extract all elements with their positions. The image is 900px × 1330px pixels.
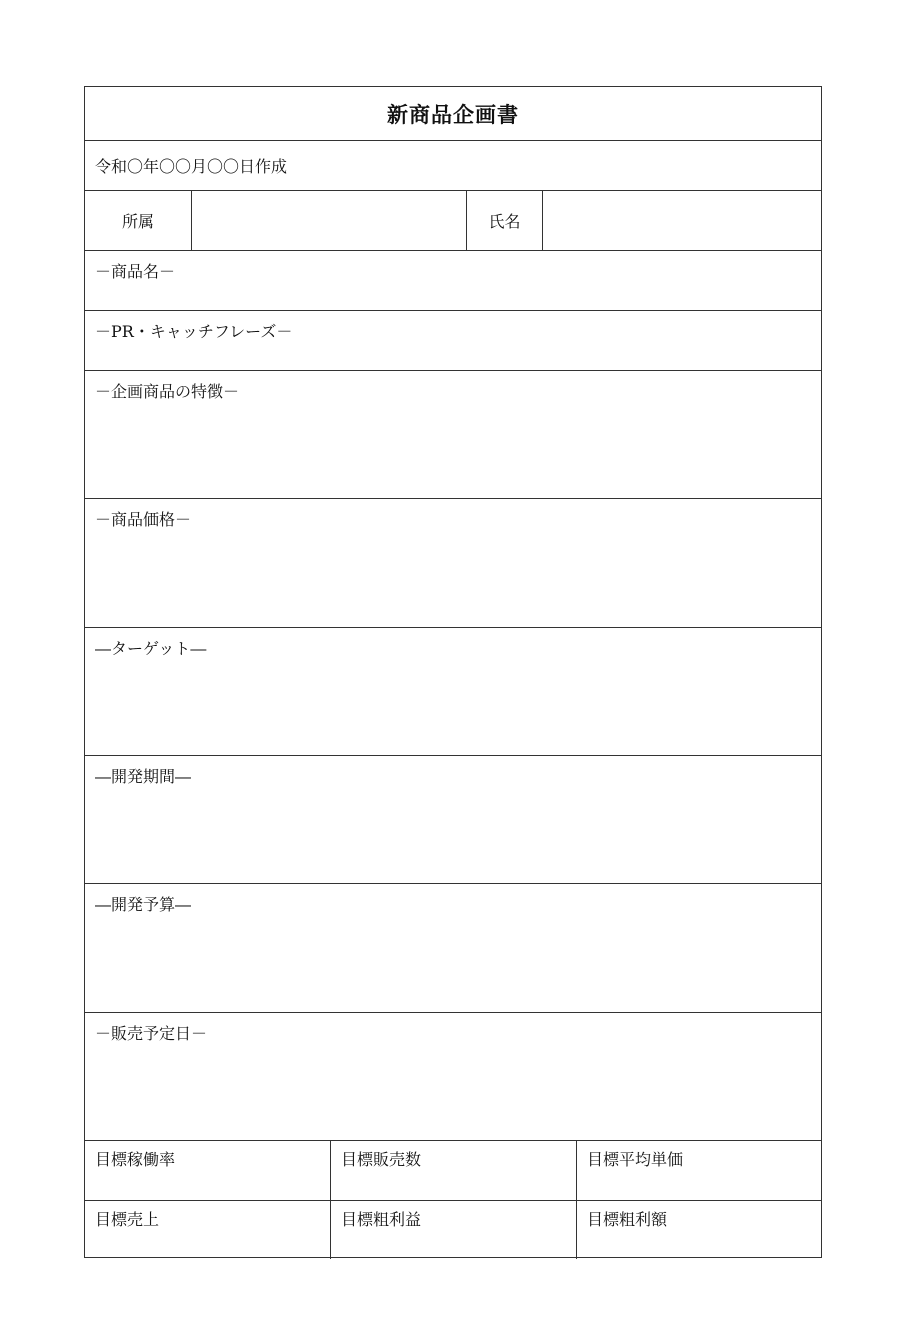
target-row-2 [85, 1201, 821, 1259]
section-target[interactable] [85, 628, 821, 756]
target-row-1 [85, 1141, 821, 1201]
affiliation-label: 所属 [85, 191, 192, 250]
name-field[interactable] [543, 191, 823, 250]
section-label: ―開発予算― [95, 895, 192, 914]
section-dev-period[interactable] [85, 756, 821, 884]
cell-label: 目標販売数 [341, 1150, 422, 1169]
section-product-name[interactable] [85, 251, 821, 311]
affiliation-field[interactable] [192, 191, 467, 250]
section-price[interactable] [85, 499, 821, 628]
target-gross-profit-amount[interactable] [577, 1201, 823, 1259]
name-label: 氏名 [467, 191, 543, 250]
target-operating-rate[interactable] [85, 1141, 331, 1200]
section-label: －企画商品の特徴－ [95, 382, 240, 401]
info-row [85, 191, 821, 251]
cell-label: 目標稼働率 [95, 1150, 176, 1169]
section-label: ―開発期間― [95, 767, 192, 786]
cell-label: 目標粗利益 [341, 1210, 422, 1229]
cell-label: 目標平均単価 [587, 1150, 684, 1169]
target-sales[interactable] [85, 1201, 331, 1259]
section-features[interactable] [85, 371, 821, 499]
target-sales-volume[interactable] [331, 1141, 577, 1200]
cell-label: 目標売上 [95, 1210, 160, 1229]
cell-label: 目標粗利額 [587, 1210, 668, 1229]
target-average-unit-price[interactable] [577, 1141, 823, 1200]
section-label: －販売予定日－ [95, 1024, 208, 1043]
section-label: －PR・キャッチフレーズ－ [95, 322, 293, 341]
section-dev-budget[interactable] [85, 884, 821, 1013]
section-label: －商品価格－ [95, 510, 192, 529]
section-pr-catchphrase[interactable] [85, 311, 821, 371]
section-label: ―ターゲット― [95, 639, 207, 658]
target-gross-profit[interactable] [331, 1201, 577, 1259]
planning-form [84, 86, 822, 1258]
form-title: 新商品企画書 [85, 87, 821, 141]
section-release-date[interactable] [85, 1013, 821, 1141]
section-label: －商品名－ [95, 262, 176, 281]
creation-date: 令和〇年〇〇月〇〇日作成 [85, 141, 821, 191]
